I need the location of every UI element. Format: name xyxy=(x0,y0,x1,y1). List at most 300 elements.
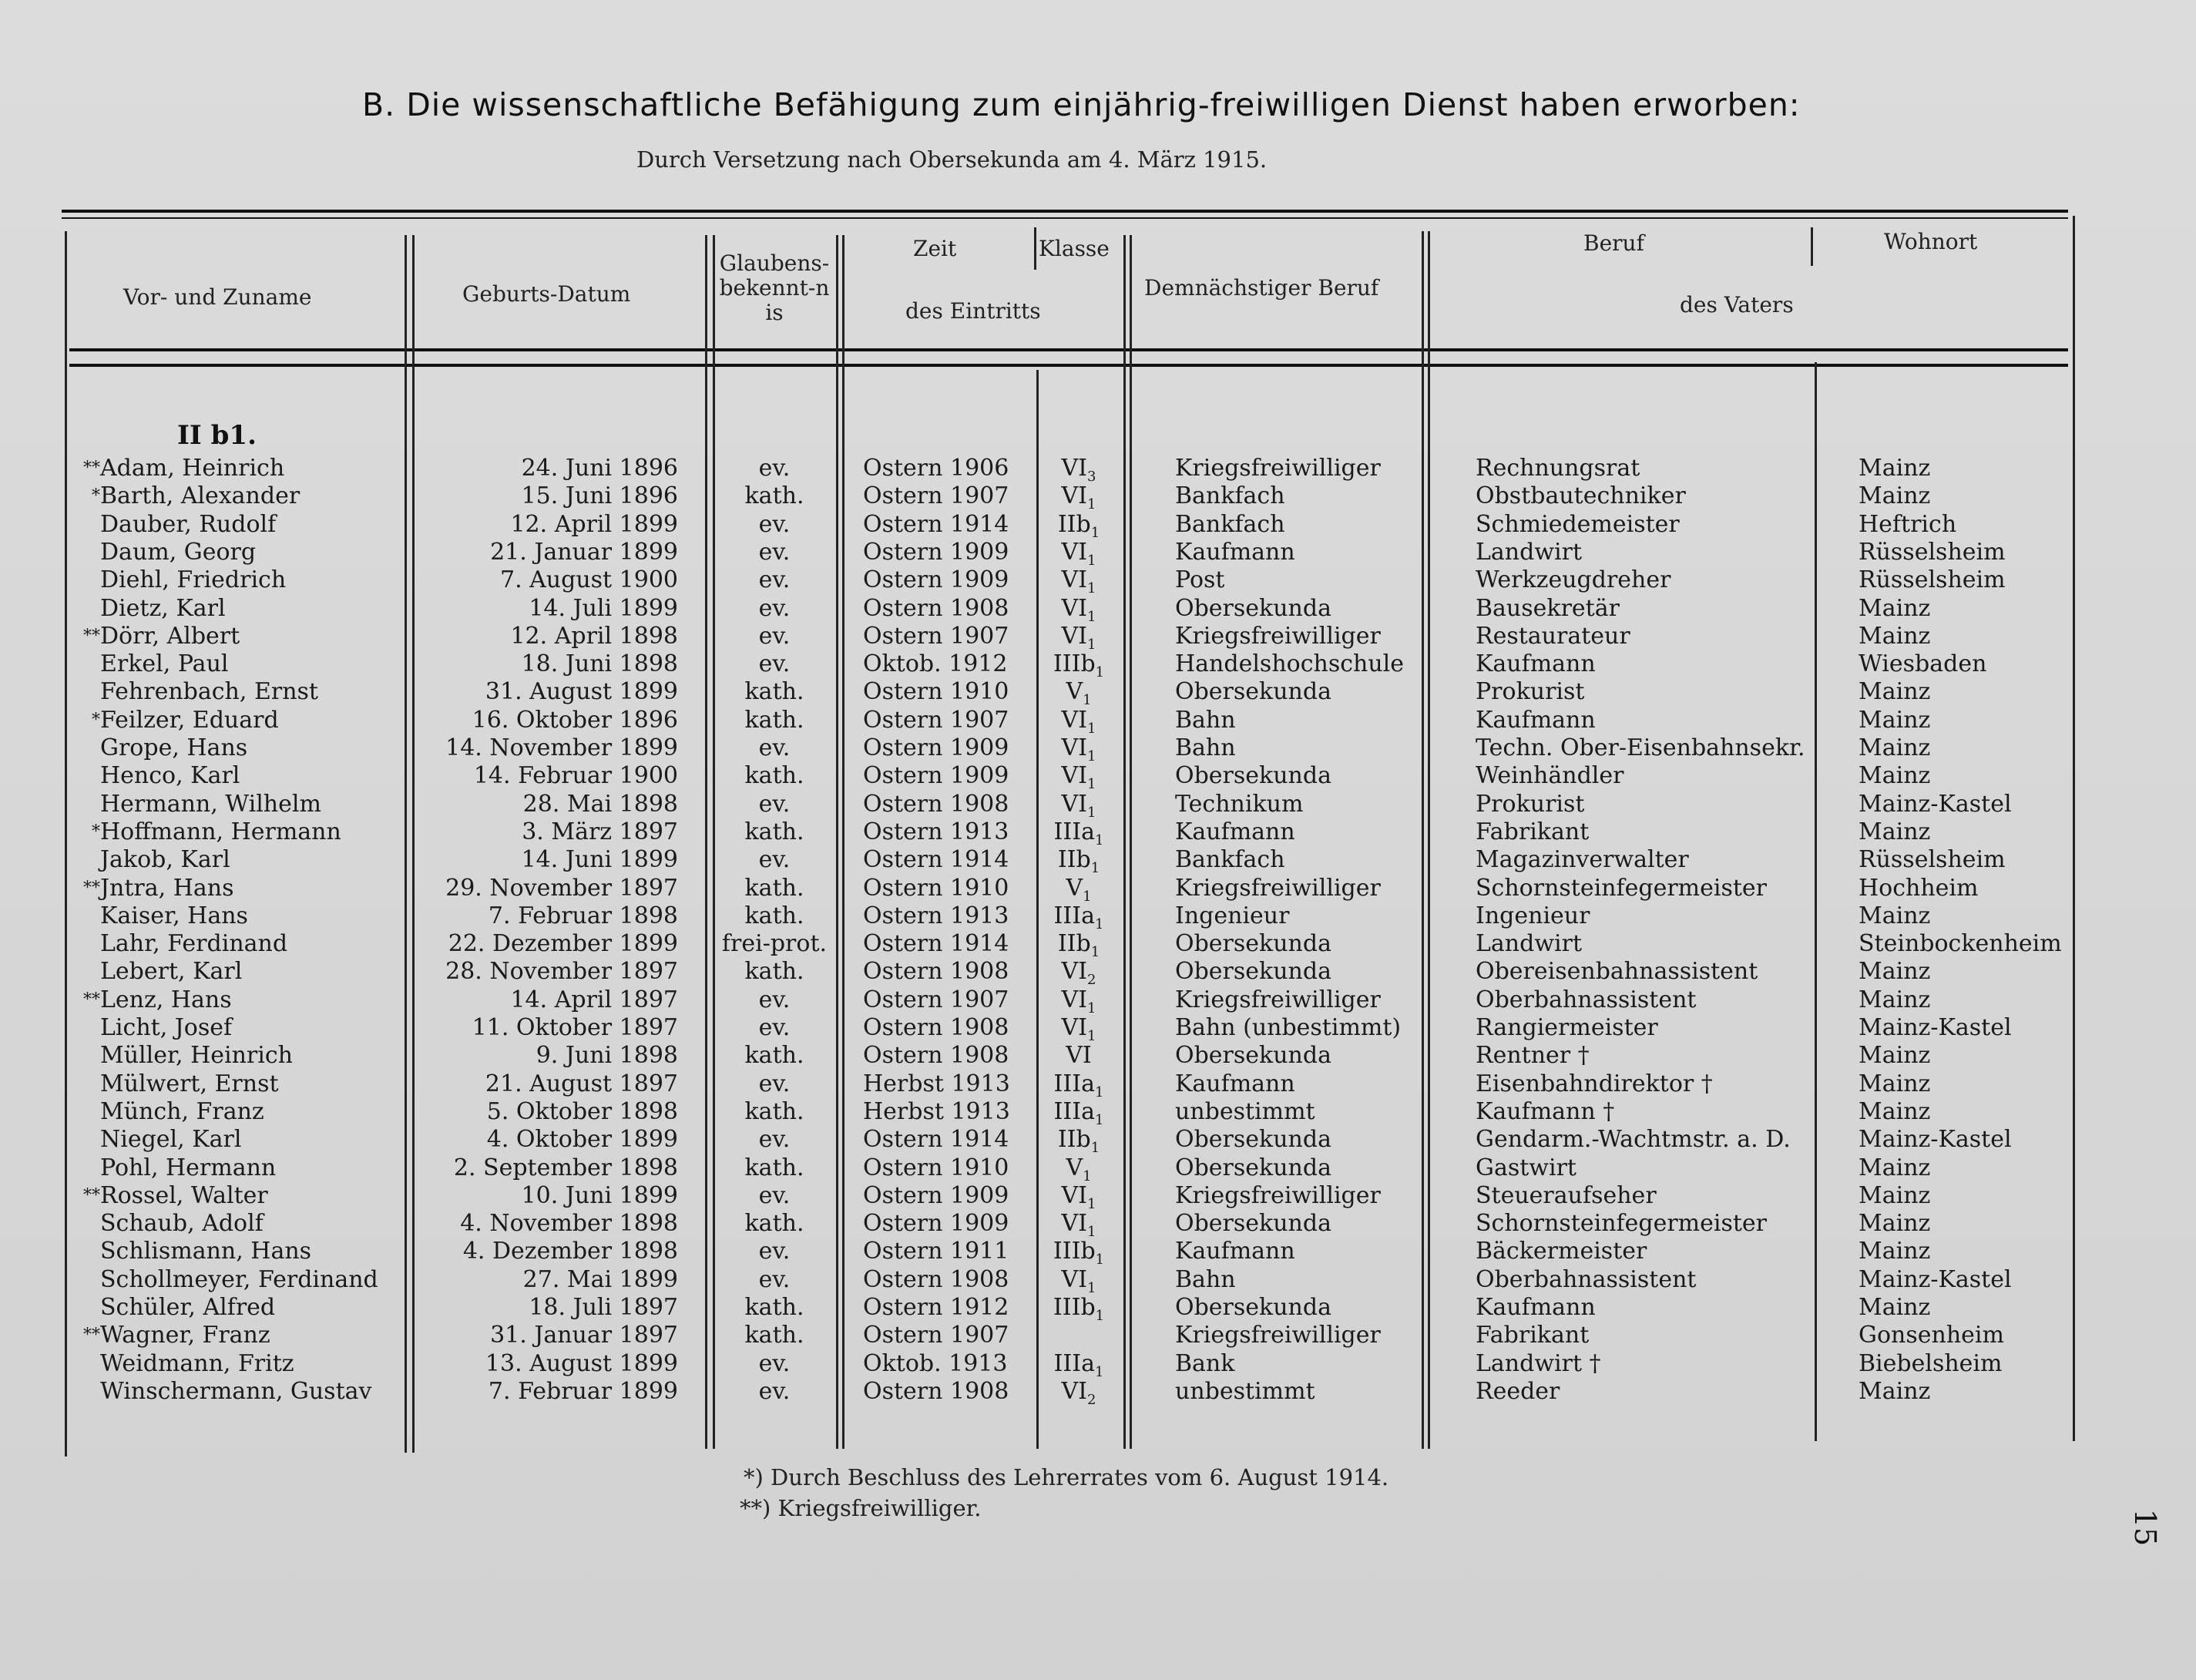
future-profession: Bahn (unbestimmt) xyxy=(1175,1014,1402,1041)
confession: kath. xyxy=(744,958,804,986)
student-name xyxy=(77,734,247,762)
residence: Mainz xyxy=(1859,706,1931,734)
confession: kath. xyxy=(744,902,804,929)
entry-class-subscript: 1 xyxy=(1087,496,1096,513)
confession: kath. xyxy=(744,1154,804,1181)
birth-date: 22. Dezember 1899 xyxy=(448,930,678,958)
confession: ev. xyxy=(758,1126,791,1154)
entry-time: Ostern 1910 xyxy=(863,1154,1009,1181)
future-profession: unbestimmt xyxy=(1175,1377,1315,1405)
birth-date: 14. April 1897 xyxy=(510,986,678,1013)
residence: Mainz xyxy=(1859,622,1931,650)
entry-class-text: IIIa xyxy=(1053,818,1095,845)
father-profession: Restaurateur xyxy=(1476,622,1630,650)
student-name-text: Kaiser, Hans xyxy=(100,902,248,929)
entry-time: Ostern 1907 xyxy=(863,986,1009,1013)
residence: Mainz xyxy=(1859,734,1931,761)
birth-date: 14. Februar 1900 xyxy=(473,762,678,790)
page-number: 15 xyxy=(2128,1508,2163,1547)
confession: kath. xyxy=(744,1042,804,1070)
future-profession: Obersekunda xyxy=(1175,1210,1331,1238)
header-future-profession: Demnächstiger Beruf xyxy=(1144,275,1379,301)
student-name xyxy=(77,650,228,678)
entry-class-subscript: 1 xyxy=(1095,1252,1105,1268)
confession: kath. xyxy=(744,482,804,510)
entry-class-subscript: 1 xyxy=(1087,776,1096,793)
footnote-mark: ** xyxy=(83,459,100,478)
birth-date: 18. Juni 1898 xyxy=(521,650,678,678)
future-profession: Obersekunda xyxy=(1175,762,1331,790)
table-row xyxy=(0,902,2196,930)
student-name xyxy=(77,1154,276,1182)
residence: Wiesbaden xyxy=(1859,650,1987,678)
confession: ev. xyxy=(758,455,791,482)
student-name-text: Daum, Georg xyxy=(100,538,257,566)
residence: Mainz xyxy=(1859,1238,1931,1265)
birth-date: 4. Dezember 1898 xyxy=(462,1238,678,1265)
entry-class-subscript: 1 xyxy=(1087,720,1096,737)
entry-class-text: IIIa xyxy=(1053,902,1095,929)
future-profession: Obersekunda xyxy=(1175,678,1331,706)
residence: Mainz xyxy=(1859,455,1931,482)
table-row xyxy=(0,734,2196,762)
confession: ev. xyxy=(758,790,791,818)
future-profession: Kriegsfreiwilliger xyxy=(1175,874,1381,902)
entry-class-text: VI xyxy=(1061,538,1088,566)
entry-time: Ostern 1908 xyxy=(863,790,1009,818)
birth-date: 4. November 1898 xyxy=(460,1210,678,1238)
birth-date: 28. Mai 1898 xyxy=(522,790,678,818)
entry-class-text: VI xyxy=(1061,1181,1088,1209)
table-row xyxy=(0,1378,2196,1406)
entry-class-text: IIIa xyxy=(1053,1349,1095,1377)
future-profession: Post xyxy=(1175,566,1225,594)
class-group-label: II b1. xyxy=(177,420,257,451)
entry-class-subscript: 1 xyxy=(1087,1224,1096,1241)
future-profession: Kriegsfreiwilliger xyxy=(1175,622,1381,650)
father-profession: Obereisenbahnassistent xyxy=(1476,958,1758,986)
table-row xyxy=(0,1238,2196,1268)
entry-time: Ostern 1907 xyxy=(863,1322,1009,1349)
entry-class-subscript: 1 xyxy=(1087,580,1096,597)
table-header-rule-inner xyxy=(69,364,2068,367)
birth-date: 21. Januar 1899 xyxy=(490,538,678,566)
table-row xyxy=(0,1350,2196,1378)
student-name-text: Grope, Hans xyxy=(100,734,248,761)
birth-date: 7. August 1900 xyxy=(499,566,678,594)
student-name-text: Erkel, Paul xyxy=(100,650,229,678)
father-profession: Gendarm.-Wachtmstr. a. D. xyxy=(1476,1126,1791,1154)
entry-class-subscript: 1 xyxy=(1094,832,1104,848)
father-profession: Oberbahnassistent xyxy=(1476,1265,1697,1293)
student-name-text: Dauber, Rudolf xyxy=(100,510,277,538)
birth-date: 14. Juli 1899 xyxy=(529,594,678,622)
birth-date: 2. September 1898 xyxy=(453,1154,678,1181)
entry-class-subscript: 1 xyxy=(1087,1028,1096,1044)
entry-class-text: VI xyxy=(1061,622,1088,650)
table-row xyxy=(0,1294,2196,1322)
entry-class-subscript: 1 xyxy=(1087,608,1096,625)
entry-time: Ostern 1907 xyxy=(863,482,1009,510)
entry-time: Ostern 1908 xyxy=(863,1377,1009,1405)
footnote-mark: ** xyxy=(83,990,100,1010)
residence: Biebelsheim xyxy=(1859,1349,2003,1377)
father-profession: Ingenieur xyxy=(1476,902,1590,929)
student-name xyxy=(77,986,232,1014)
residence: Mainz xyxy=(1859,1070,1931,1097)
birth-date: 11. Oktober 1897 xyxy=(472,1014,678,1041)
entry-class-subscript: 1 xyxy=(1087,804,1096,821)
entry-time: Ostern 1908 xyxy=(863,1265,1009,1293)
footnote-mark: * xyxy=(92,822,100,842)
confession: kath. xyxy=(744,1210,804,1238)
table-row xyxy=(0,762,2196,793)
entry-class-subscript: 1 xyxy=(1087,552,1096,569)
entry-class-subscript: 2 xyxy=(1087,972,1096,989)
birth-date: 13. August 1899 xyxy=(485,1349,678,1377)
father-profession: Rentner † xyxy=(1476,1042,1590,1070)
birth-date: 9. Juni 1898 xyxy=(536,1042,678,1070)
entry-class-subscript: 1 xyxy=(1083,888,1092,905)
future-profession: Bahn xyxy=(1175,734,1236,761)
entry-class-text: IIIa xyxy=(1053,1097,1095,1125)
father-profession: Schmiedemeister xyxy=(1476,510,1680,538)
confession: ev. xyxy=(758,1238,791,1265)
residence: Mainz xyxy=(1859,1154,1931,1181)
confession: ev. xyxy=(758,1265,791,1293)
confession: ev. xyxy=(758,538,791,566)
future-profession: Kriegsfreiwilliger xyxy=(1175,986,1381,1013)
father-profession: Landwirt xyxy=(1476,538,1583,566)
column-divider xyxy=(1034,227,1036,270)
entry-class-text: VI xyxy=(1061,790,1088,818)
residence: Heftrich xyxy=(1859,510,1957,538)
entry-class-subscript: 1 xyxy=(1090,860,1100,877)
entry-time: Ostern 1909 xyxy=(863,538,1009,566)
father-profession: Reeder xyxy=(1476,1377,1560,1405)
future-profession: Kaufmann xyxy=(1175,818,1295,845)
residence: Mainz xyxy=(1859,1181,1931,1209)
student-name xyxy=(77,623,240,650)
page-heading: B. Die wissenschaftliche Befähigung zum einjährig-freiwilligen Dienst haben erworben: xyxy=(362,86,1801,123)
residence: Steinbockenheim xyxy=(1859,930,2062,958)
future-profession: Obersekunda xyxy=(1175,958,1331,986)
entry-class-subscript: 1 xyxy=(1090,1140,1100,1157)
entry-class-subscript: 1 xyxy=(1090,944,1100,961)
entry-time: Herbst 1913 xyxy=(863,1070,1010,1097)
table-row xyxy=(0,818,2196,846)
residence: Mainz xyxy=(1859,986,1931,1013)
entry-class-text: IIIb xyxy=(1053,650,1096,678)
table-top-rule xyxy=(62,210,2068,213)
entry-class-subscript: 1 xyxy=(1087,1279,1096,1296)
father-profession: Schornsteinfegermeister xyxy=(1476,874,1768,902)
table-row xyxy=(0,678,2196,709)
entry-time: Ostern 1913 xyxy=(863,818,1009,845)
entry-time: Oktob. 1912 xyxy=(863,650,1008,678)
entry-class-text: VI xyxy=(1061,1265,1088,1293)
future-profession: Kaufmann xyxy=(1175,538,1295,566)
student-name xyxy=(77,1070,279,1098)
residence: Rüsselsheim xyxy=(1859,846,2006,874)
residence: Mainz-Kastel xyxy=(1859,1265,2012,1293)
student-name-text: Winschermann, Gustav xyxy=(100,1377,372,1405)
future-profession: Bank xyxy=(1175,1349,1235,1377)
father-profession: Werkzeugdreher xyxy=(1476,566,1671,594)
student-name-text: Niegel, Karl xyxy=(100,1126,242,1154)
student-name-text: Lebert, Karl xyxy=(100,958,243,986)
residence: Mainz-Kastel xyxy=(1859,1014,2012,1041)
entry-time: Herbst 1913 xyxy=(863,1097,1010,1125)
entry-time: Ostern 1908 xyxy=(863,1042,1009,1070)
confession: ev. xyxy=(758,986,791,1013)
student-name xyxy=(77,1322,270,1349)
confession: kath. xyxy=(744,1294,804,1321)
father-profession: Kaufmann † xyxy=(1476,1097,1615,1125)
entry-class-subscript: 2 xyxy=(1087,1391,1096,1408)
student-name-text: Wagner, Franz xyxy=(100,1322,270,1349)
residence: Mainz xyxy=(1859,762,1931,790)
father-profession: Eisenbahndirektor † xyxy=(1476,1070,1713,1097)
birth-date: 27. Mai 1899 xyxy=(522,1265,678,1293)
future-profession: Bankfach xyxy=(1175,510,1285,538)
father-profession: Techn. Ober-Eisenbahnsekr. xyxy=(1476,734,1805,761)
entry-class-text: IIIb xyxy=(1053,1238,1096,1265)
entry-time: Ostern 1907 xyxy=(863,622,1009,650)
future-profession: Obersekunda xyxy=(1175,1126,1331,1154)
father-profession: Fabrikant xyxy=(1476,818,1590,845)
student-name xyxy=(77,1126,241,1154)
father-profession: Landwirt xyxy=(1476,930,1583,958)
student-name xyxy=(77,902,248,930)
future-profession: Obersekunda xyxy=(1175,594,1331,622)
footnote-mark: * xyxy=(92,710,100,730)
student-name xyxy=(77,539,256,566)
header-zeit: Zeit xyxy=(913,236,957,261)
entry-time: Ostern 1909 xyxy=(863,1210,1009,1238)
table-row xyxy=(0,1266,2196,1294)
table-row xyxy=(0,1014,2196,1042)
confession: ev. xyxy=(758,1181,791,1209)
entry-class-subscript: 1 xyxy=(1094,916,1104,932)
confession: kath. xyxy=(744,762,804,790)
entry-class-text: VI xyxy=(1061,594,1088,622)
future-profession: Obersekunda xyxy=(1175,1294,1331,1321)
birth-date: 10. Juni 1899 xyxy=(521,1181,678,1209)
entry-class-text: V xyxy=(1066,874,1083,902)
entry-time: Ostern 1908 xyxy=(863,958,1009,986)
birth-date: 31. August 1899 xyxy=(485,678,678,706)
student-name-text: Dörr, Albert xyxy=(100,622,240,650)
residence: Mainz xyxy=(1859,1097,1931,1125)
birth-date: 4. Oktober 1899 xyxy=(486,1126,678,1154)
birth-date: 28. November 1897 xyxy=(445,958,678,986)
student-name xyxy=(77,762,240,790)
father-profession: Fabrikant xyxy=(1476,1322,1590,1349)
father-profession: Schornsteinfegermeister xyxy=(1476,1210,1768,1238)
table-row xyxy=(0,846,2196,877)
confession: kath. xyxy=(744,874,804,902)
future-profession: Obersekunda xyxy=(1175,930,1331,958)
confession: ev. xyxy=(758,510,791,538)
student-name-text: Münch, Franz xyxy=(100,1097,264,1125)
birth-date: 3. März 1897 xyxy=(522,818,678,845)
entry-class-subscript: 1 xyxy=(1095,664,1105,681)
confession: ev. xyxy=(758,846,791,874)
entry-time: Ostern 1909 xyxy=(863,566,1009,594)
table-row xyxy=(0,958,2196,989)
student-name-text: Hoffmann, Hermann xyxy=(100,818,341,845)
entry-time: Ostern 1908 xyxy=(863,594,1009,622)
table-row xyxy=(0,566,2196,597)
residence: Mainz xyxy=(1859,958,1931,986)
entry-class-text: VI xyxy=(1061,482,1088,510)
entry-time: Ostern 1910 xyxy=(863,678,1009,706)
table-row xyxy=(0,538,2196,569)
future-profession: Kaufmann xyxy=(1175,1070,1295,1097)
father-profession: Prokurist xyxy=(1476,790,1585,818)
entry-time: Ostern 1914 xyxy=(863,1126,1009,1154)
student-name-text: Diehl, Friedrich xyxy=(100,566,287,594)
entry-class-text: IIIa xyxy=(1053,1070,1095,1097)
table-row xyxy=(0,595,2196,623)
student-name-text: Dietz, Karl xyxy=(100,594,226,622)
entry-time: Ostern 1909 xyxy=(863,762,1009,790)
entry-class-text: VI xyxy=(1061,1210,1088,1238)
entry-class-text: IIb xyxy=(1057,1126,1091,1154)
table-row xyxy=(0,650,2196,681)
entry-class-subscript: 3 xyxy=(1087,469,1096,485)
table-row xyxy=(0,706,2196,737)
footnote-mark: ** xyxy=(83,626,100,646)
birth-date: 21. August 1897 xyxy=(485,1070,678,1097)
entry-time: Oktob. 1913 xyxy=(863,1349,1008,1377)
student-name-text: Schlismann, Hans xyxy=(100,1238,312,1265)
entry-class-text: IIb xyxy=(1057,846,1091,874)
student-name xyxy=(77,1378,371,1406)
student-name-text: Weidmann, Fritz xyxy=(100,1349,294,1377)
entry-class-subscript: 1 xyxy=(1083,692,1092,709)
student-name xyxy=(77,958,242,986)
table-row xyxy=(0,1182,2196,1210)
table-row xyxy=(0,1098,2196,1126)
entry-time: Ostern 1912 xyxy=(863,1294,1009,1321)
birth-date: 7. Februar 1898 xyxy=(488,902,678,929)
table-top-rule-inner xyxy=(62,217,2068,219)
page-subheading: Durch Versetzung nach Obersekunda am 4. März 1915. xyxy=(636,146,1268,173)
student-name xyxy=(77,482,300,510)
birth-date: 24. Juni 1896 xyxy=(521,455,678,482)
future-profession: Obersekunda xyxy=(1175,1154,1331,1181)
table-row xyxy=(0,1070,2196,1098)
student-name-text: Jntra, Hans xyxy=(100,874,234,902)
father-profession: Kaufmann xyxy=(1476,650,1596,678)
entry-class-subscript: 1 xyxy=(1094,1363,1104,1380)
birth-date: 16. Oktober 1896 xyxy=(472,706,678,734)
future-profession: unbestimmt xyxy=(1175,1097,1315,1125)
father-profession: Kaufmann xyxy=(1476,706,1596,734)
future-profession: Kaufmann xyxy=(1175,1238,1295,1265)
confession: kath. xyxy=(744,678,804,706)
header-confession: Glaubens-bekennt-nis xyxy=(719,250,830,325)
student-name-text: Licht, Josef xyxy=(100,1014,233,1041)
header-klasse: Klasse xyxy=(1039,236,1110,261)
student-name xyxy=(77,1266,378,1294)
residence: Mainz xyxy=(1859,902,1931,929)
entry-class-subscript: 1 xyxy=(1087,1000,1096,1016)
father-profession: Prokurist xyxy=(1476,678,1585,706)
entry-class-subscript: 1 xyxy=(1094,1111,1104,1128)
future-profession: Bahn xyxy=(1175,706,1236,734)
residence: Rüsselsheim xyxy=(1859,566,2006,594)
footnote-two: **) Kriegsfreiwilliger. xyxy=(740,1495,982,1521)
father-profession: Landwirt † xyxy=(1476,1349,1601,1377)
birth-date: 15. Juni 1896 xyxy=(521,482,678,510)
confession: kath. xyxy=(744,706,804,734)
table-header-rule xyxy=(69,348,2068,351)
table-row xyxy=(0,1042,2196,1070)
future-profession: Bankfach xyxy=(1175,482,1285,510)
father-profession: Obstbautechniker xyxy=(1476,482,1686,510)
entry-time: Ostern 1914 xyxy=(863,846,1009,874)
confession: kath. xyxy=(744,1097,804,1125)
entry-class-text: V xyxy=(1066,678,1083,706)
table-row xyxy=(0,622,2196,653)
student-name xyxy=(77,455,284,482)
footnote-one: *) Durch Beschluss des Lehrerrates vom 6. August 1914. xyxy=(744,1464,1389,1490)
confession: ev. xyxy=(758,650,791,678)
student-name-text: Lenz, Hans xyxy=(100,986,232,1013)
table-row xyxy=(0,874,2196,905)
header-des-eintritts: des Eintritts xyxy=(905,298,1041,324)
father-profession: Bäckermeister xyxy=(1476,1238,1647,1265)
student-name xyxy=(77,818,341,846)
future-profession: Bankfach xyxy=(1175,846,1285,874)
future-profession: Kriegsfreiwilliger xyxy=(1175,455,1381,482)
footnote-mark: ** xyxy=(83,1326,100,1346)
table-row xyxy=(0,930,2196,961)
header-name: Vor- und Zuname xyxy=(123,284,312,310)
residence: Mainz-Kastel xyxy=(1859,790,2012,818)
entry-class-subscript: 1 xyxy=(1087,748,1096,764)
birth-date: 29. November 1897 xyxy=(445,874,678,902)
student-name xyxy=(77,678,318,706)
student-name-text: Jakob, Karl xyxy=(100,846,230,874)
student-name xyxy=(77,1294,275,1322)
confession: ev. xyxy=(758,1070,791,1097)
father-profession: Rangiermeister xyxy=(1476,1014,1658,1041)
student-name xyxy=(77,1182,268,1210)
residence: Mainz xyxy=(1859,1042,1931,1070)
entry-class-text: VI xyxy=(1061,455,1088,482)
header-wohnort: Wohnort xyxy=(1884,229,1978,254)
birth-date: 14. Juni 1899 xyxy=(521,846,678,874)
entry-time: Ostern 1906 xyxy=(863,455,1009,482)
future-profession: Kriegsfreiwilliger xyxy=(1175,1322,1381,1349)
confession: ev. xyxy=(758,566,791,594)
confession: ev. xyxy=(758,1014,791,1041)
father-profession: Weinhändler xyxy=(1476,762,1624,790)
student-name-text: Müller, Heinrich xyxy=(100,1042,293,1070)
birth-date: 12. April 1898 xyxy=(510,622,678,650)
entry-time: Ostern 1907 xyxy=(863,706,1009,734)
confession: kath. xyxy=(744,818,804,845)
confession: kath. xyxy=(744,1322,804,1349)
entry-class-text: VI xyxy=(1061,566,1088,594)
father-profession: Magazinverwalter xyxy=(1476,846,1689,874)
future-profession: Ingenieur xyxy=(1175,902,1290,929)
entry-class-subscript: 1 xyxy=(1087,1195,1096,1212)
